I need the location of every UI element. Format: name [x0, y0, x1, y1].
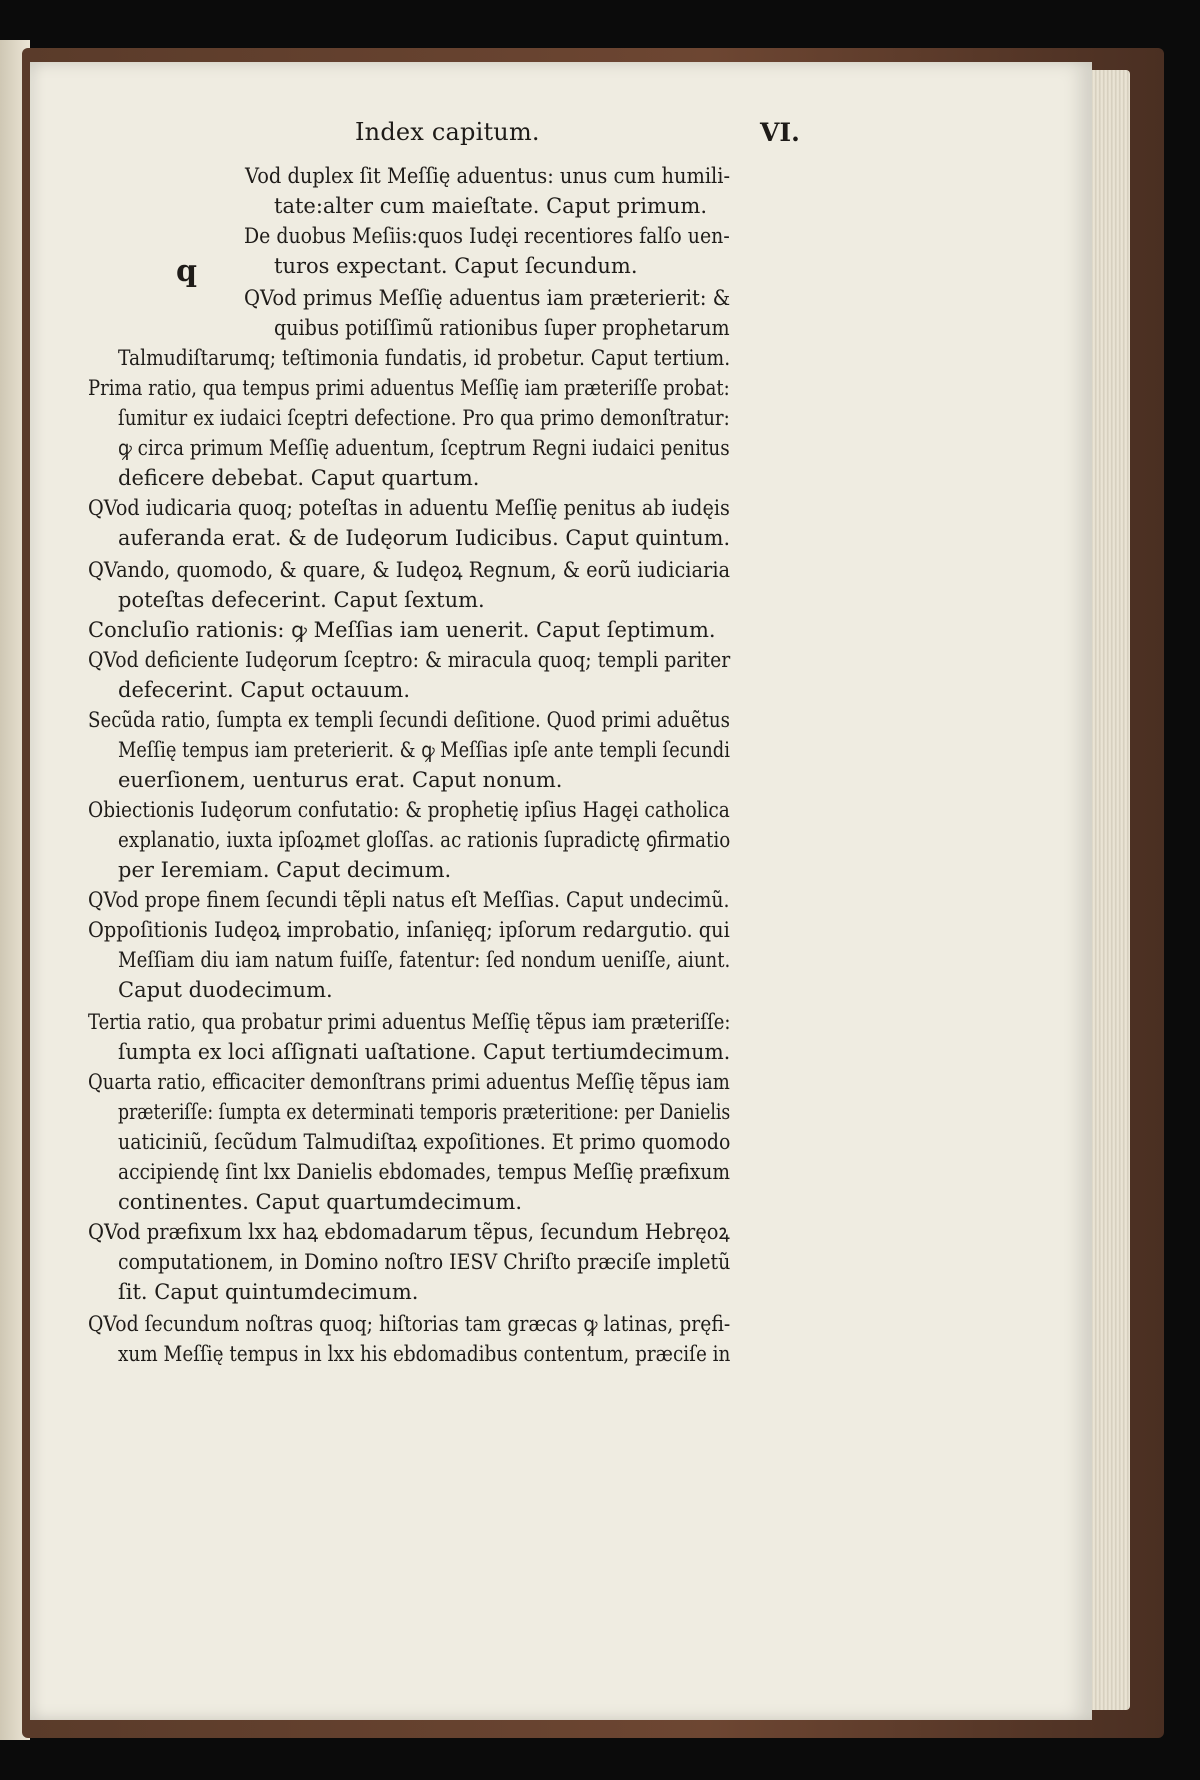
index-line: Meſſiam diu iam natum fuiſſe, fatentur: ſed nondum ueniſſe, aiunt. — [118, 948, 731, 972]
index-line: Vod duplex ſit Meſſię aduentus: unus cum humili‑ — [245, 164, 731, 188]
index-line: QVod iudicaria quoq; poteſtas in aduentu Meſſię penitus ab iudęis — [88, 496, 730, 520]
index-line: Concluſio rationis: ꝙ Meſſias iam uenerit. Caput ſeptimum. — [88, 618, 716, 642]
index-line: defecerint. Caput octauum. — [118, 678, 411, 702]
index-line: Caput duodecimum. — [118, 978, 333, 1002]
folio-number: VI. — [760, 118, 800, 147]
index-line: computationem, in Domino noſtro IESV Chriſto præciſe impletũ — [118, 1250, 731, 1274]
index-line: præteriſſe: ſumpta ex determinati temporis præteritione: per Danielis — [118, 1100, 731, 1124]
running-head: Index capitum. — [355, 118, 540, 146]
index-line: auferanda erat. & de Iudęorum Iudicibus. Caput quintum. — [118, 526, 731, 550]
index-line: euerſionem, uenturus erat. Caput nonum. — [118, 768, 563, 792]
index-line: ſumitur ex iudaici ſceptri defectione. Pro qua primo demonſtratur: — [118, 406, 730, 430]
index-line: ſumpta ex loci aſſignati uaſtatione. Caput tertiumdecimum. — [118, 1040, 731, 1064]
index-line: deficere debebat. Caput quartum. — [118, 466, 480, 490]
index-line: QVod ſecundum noſtras quoq; hiſtorias tam græcas ꝙ latinas, pręfi‑ — [88, 1312, 731, 1336]
index-line: ꝙ circa primum Meſſię aduentum, ſceptrum Regni iudaici penitus — [118, 436, 730, 460]
book-page — [30, 62, 1092, 1720]
index-line: Quarta ratio, efficaciter demonſtrans primi aduentus Meſſię tẽpus iam — [88, 1070, 730, 1094]
index-line: per Ieremiam. Caput decimum. — [118, 858, 452, 882]
index-line: Talmudiſtarumq; teſtimonia fundatis, id probetur. Caput tertium. — [118, 346, 731, 370]
index-line: QVod præfixum lxx haꝝ ebdomadarum tẽpus, ſecundum Hebręoꝝ — [88, 1220, 730, 1244]
index-line: accipiendę ſint lxx Danielis ebdomades, tempus Meſſię præfixum — [118, 1160, 730, 1184]
index-line: quibus potiſſimũ rationibus ſuper prophetarum — [274, 316, 730, 340]
index-line: continentes. Caput quartumdecimum. — [118, 1190, 523, 1214]
index-line: QVod prope finem ſecundi tẽpli natus eſt Meſſias. Caput undecimũ. — [88, 888, 730, 912]
index-line: tate:alter cum maieſtate. Caput primum. — [274, 194, 708, 218]
index-line: Oppoſitionis Iudęoꝝ improbatio, inſanięq; ipſorum redargutio. qui — [88, 918, 730, 942]
index-line: QVod deficiente Iudęorum ſceptro: & miracula quoq; templi pariter — [88, 648, 731, 672]
index-line: QVando, quomodo, & quare, & Iudęoꝝ Regnum, & eorũ iudiciaria — [88, 558, 731, 582]
index-line: Meſſię tempus iam preterierit. & ꝙ Meſſias ipſe ante templi ſecundi — [118, 738, 730, 762]
index-line: explanatio, iuxta ipſoꝝmet gloſſas. ac rationis ſupradictę ꝯfirmatio — [118, 828, 731, 852]
index-line: Obiectionis Iudęorum confutatio: & prophetię ipſius Hagęi catholica — [88, 798, 730, 822]
index-line: Secũda ratio, ſumpta ex templi ſecundi deſitione. Quod primi aduẽtus — [88, 708, 730, 732]
index-line: ſit. Caput quintumdecimum. — [118, 1280, 419, 1304]
index-line: turos expectant. Caput ſecundum. — [274, 254, 638, 278]
index-line: QVod primus Meſſię aduentus iam præterierit: & — [244, 286, 731, 310]
index-line: Tertia ratio, qua probatur primi aduentus Meſſię tẽpus iam præteriſſe: — [88, 1010, 731, 1034]
index-line: poteſtas defecerint. Caput ſextum. — [118, 588, 485, 612]
index-line: De duobus Meſiis:quos Iudęi recentiores falſo uen‑ — [244, 224, 730, 248]
index-line: xum Meſſię tempus in lxx his ebdomadibus contentum, præciſe in — [118, 1342, 731, 1366]
index-line: uaticiniũ, ſecũdum Talmudiſtaꝝ expoſitiones. Et primo quomodo — [118, 1130, 731, 1154]
guide-letter: q — [176, 254, 197, 289]
index-line: Prima ratio, qua tempus primi aduentus Meſſię iam præteriſſe probat: — [88, 376, 730, 400]
